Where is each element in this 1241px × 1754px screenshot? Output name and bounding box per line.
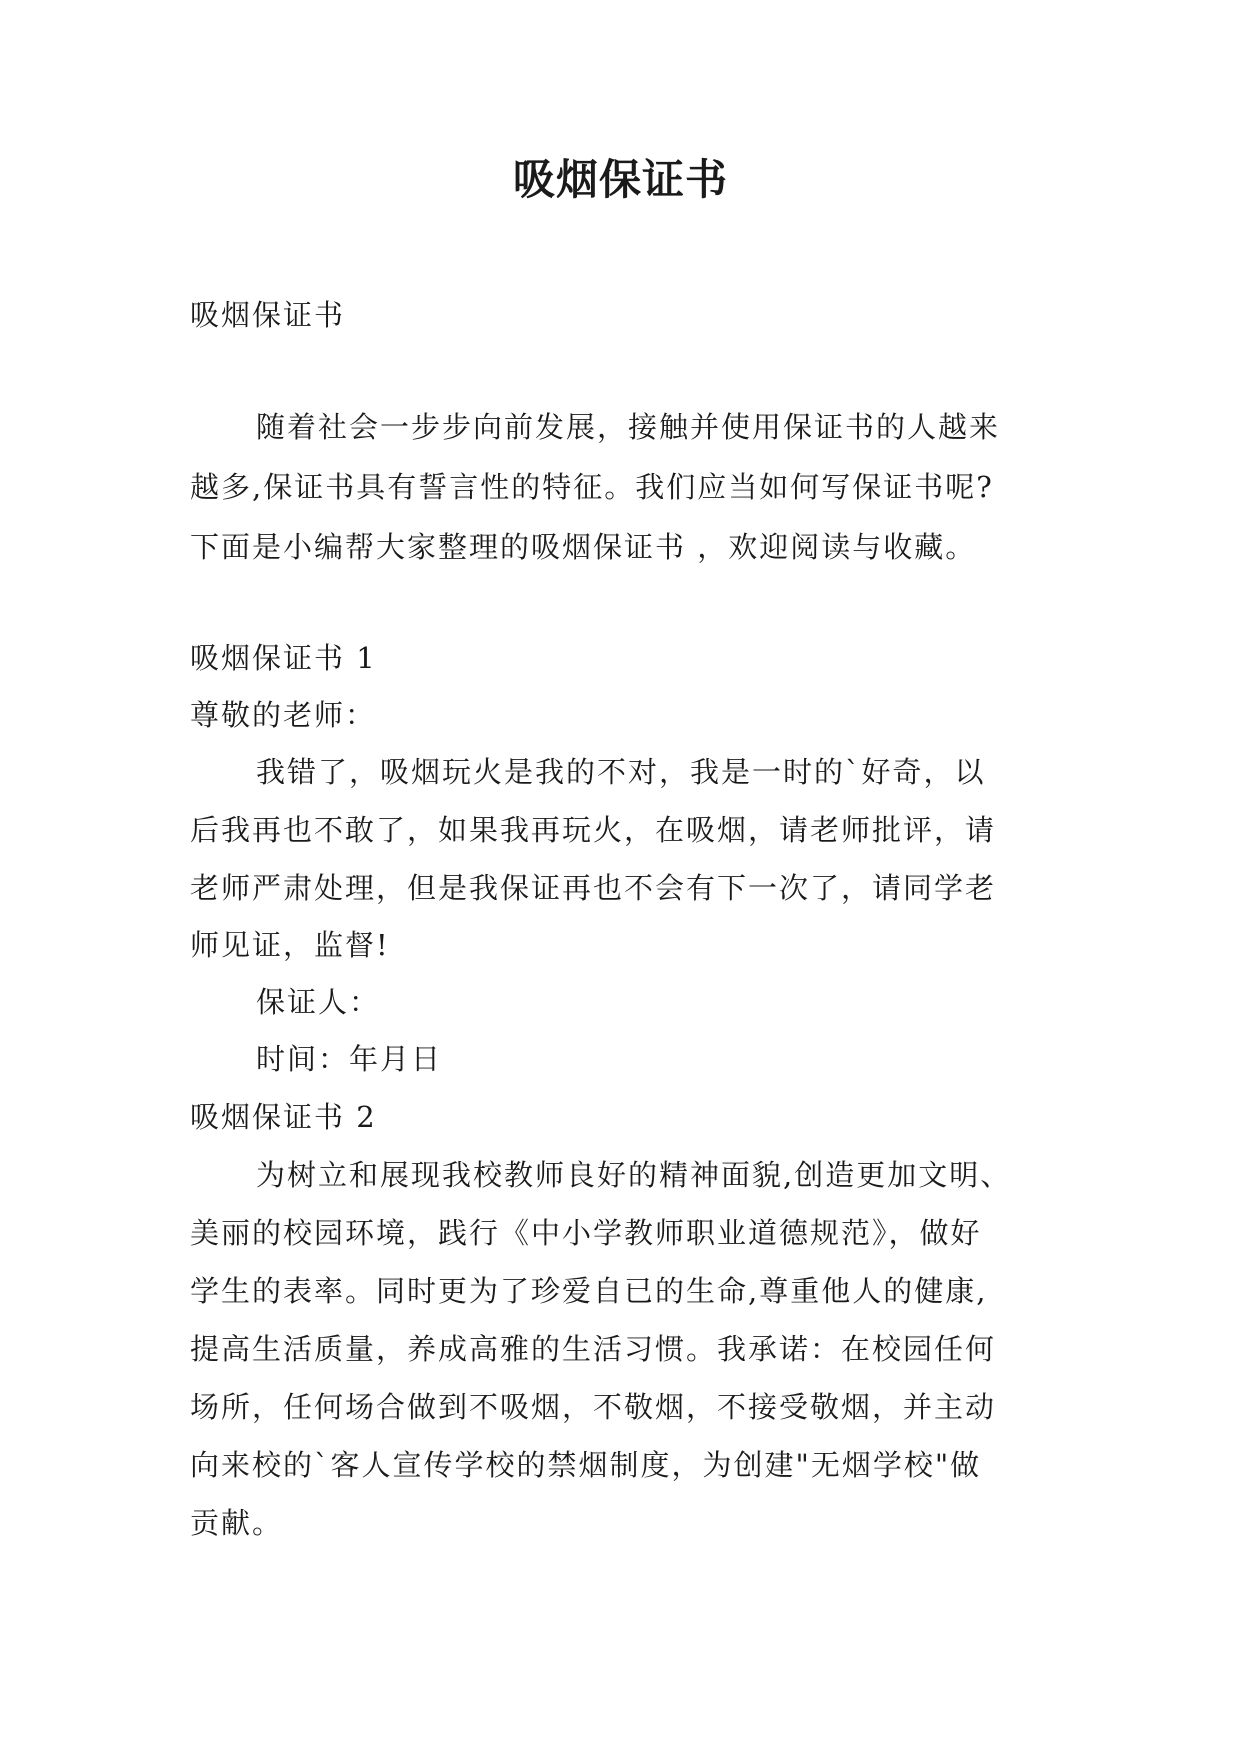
document-subtitle: 吸烟保证书 [190,298,346,332]
section2-body-line: 贡献。 [190,1506,284,1540]
section1-heading: 吸烟保证书 1 [190,641,377,675]
intro-line: 越多,保证书具有誓言性的特征。我们应当如何写保证书呢? [190,470,994,504]
section1-body-line: 我错了，吸烟玩火是我的不对，我是一时的`好奇，以 [256,755,986,789]
section1-guarantor: 保证人： [256,985,381,1019]
section2-body-line: 提高生活质量，养成高雅的生活习惯。我承诺：在校园任何 [190,1332,997,1366]
section2-body-line: 向来校的`客人宣传学校的禁烟制度，为创建"无烟学校"做 [190,1448,982,1482]
intro-line: 随着社会一步步向前发展，接触并使用保证书的人越来 [256,410,1001,444]
section1-salutation: 尊敬的老师： [190,698,377,732]
intro-line: 下面是小编帮大家整理的吸烟保证书 ，欢迎阅读与收藏。 [190,530,977,564]
section2-heading: 吸烟保证书 2 [190,1100,377,1134]
section2-body-line: 美丽的校园环境，践行《中小学教师职业道德规范》，做好 [190,1216,982,1250]
document-title: 吸烟保证书 [512,155,728,204]
section1-body-line: 后我再也不敢了，如果我再玩火，在吸烟，请老师批评，请 [190,813,997,847]
section2-body-line: 学生的表率。同时更为了珍爱自已的生命,尊重他人的健康, [190,1274,988,1308]
section2-body-line: 场所，任何场合做到不吸烟，不敬烟，不接受敬烟，并主动 [190,1390,997,1424]
section1-body-line: 老师严肃处理，但是我保证再也不会有下一次了，请同学老 [190,871,997,905]
section1-body-line: 师见证，监督! [190,928,390,962]
section1-time: 时间：年月日 [256,1042,443,1076]
section2-body-line: 为树立和展现我校教师良好的精神面貌,创造更加文明、 [256,1158,1012,1192]
